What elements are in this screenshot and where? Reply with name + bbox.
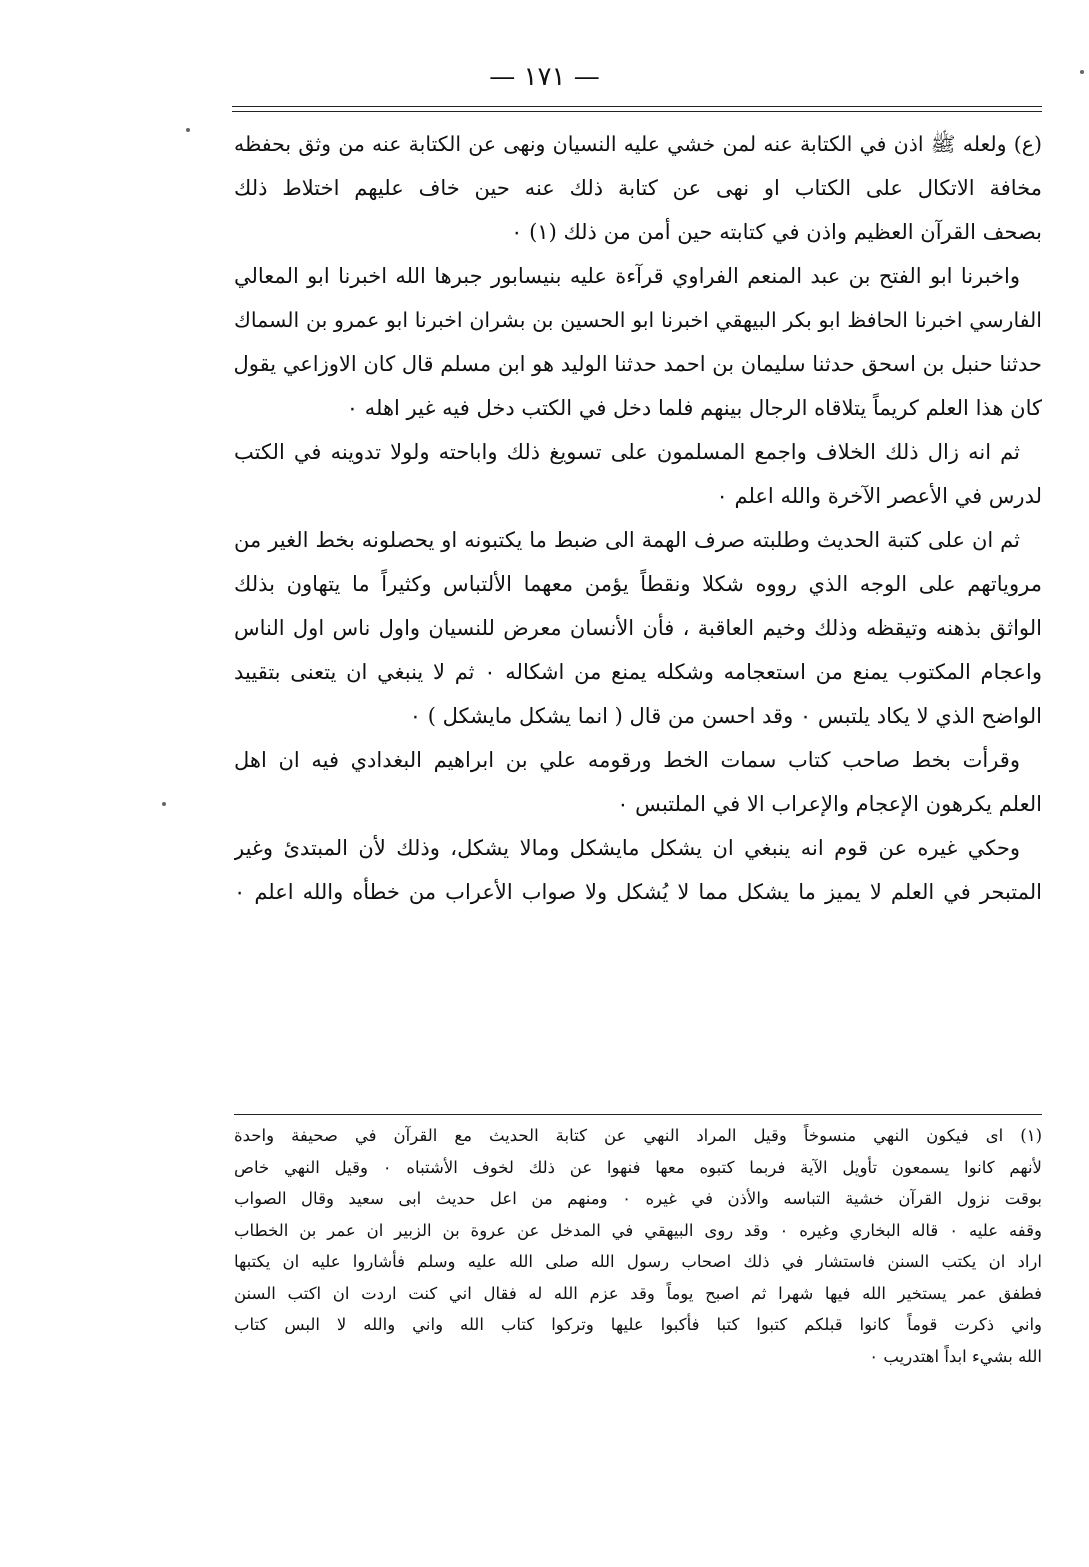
text-line: كان هذا العلم كريماً يتلاقاه الرجال بينهم فلما دخل في الكتب دخل فيه غير اهله ٠: [346, 396, 1042, 420]
text-line: المتبحر في العلم لا يميز ما يشكل مما لا يُشكل ولا صواب الأعراب من خطأه والله اعلم ٠: [234, 880, 1042, 904]
text-line: الواضح الذي لا يكاد يلتبس ٠ وقد احسن من قال ( انما يشكل مايشكل ) ٠: [409, 704, 1042, 728]
text-line: وقرأت بخط صاحب كتاب سمات الخط ورقومه علي بن ابراهيم البغدادي فيه ان اهل: [234, 748, 1020, 772]
text-line: (ع) ولعله ﷺ اذن في الكتابة عنه لمن خشي عليه النسيان ونهى عن الكتابة عنه من وثق بحفظه: [234, 132, 1042, 156]
text-line: حدثنا حنبل بن اسحق حدثنا سليمان بن احمد حدثنا الوليد هو ابن مسلم قال كان الاوزاعي يقول: [234, 352, 1042, 376]
header-rule: [232, 106, 1042, 107]
scan-speck: [162, 802, 166, 806]
text-line: الواثق بذهنه وتيقظه وذلك وخيم العاقبة ، فأن الأنسان معرض للنسيان واول ناس اول الناس: [234, 616, 1042, 640]
footnote-line: وقفه عليه ٠ قاله البخاري وغيره ٠ وقد روى البيهقي في المدخل عن عروة بن الزبير ان عمر بن الخطاب: [234, 1220, 1042, 1240]
footnotes: [234, 1120, 1042, 1372]
text-line: مخافة الاتكال على الكتاب او نهى عن كتابة ذلك عنه حين خاف عليهم اختلاط ذلك: [234, 176, 1042, 200]
text-line: واعجام المكتوب يمنع من استعجامه وشكله يمنع من اشكاله ٠ ثم لا ينبغي ان يتعنى بتقييد: [234, 660, 1042, 684]
text-line: الفارسي اخبرنا الحافظ ابو بكر البيهقي اخبرنا ابو الحسين بن بشران اخبرنا ابو عمرو بن السماك: [234, 308, 1042, 332]
text-line: بصحف القرآن العظيم واذن في كتابته حين أمن من ذلك (١) ٠: [511, 220, 1042, 244]
text-line: لدرس في الأعصر الآخرة والله اعلم ٠: [716, 484, 1042, 508]
header-rule-secondary: [232, 111, 1042, 112]
footnote-rule: [234, 1114, 1042, 1115]
footnote-line: لأنهم كانوا يسمعون تأويل الآية فربما كتبوه معها فنهوا عن ذلك لخوف الأشتباه ٠ وقيل النهي خاص: [234, 1157, 1042, 1177]
text-line: وحكي غيره عن قوم انه ينبغي ان يشكل مايشكل ومالا يشكل، وذلك لأن المبتدئ وغير: [234, 836, 1020, 860]
text-line: مروياتهم على الوجه الذي رووه شكلا ونقطاً يؤمن معهما الألتباس وكثيراً ما يتهاون بذلك: [234, 572, 1042, 596]
main-text: [234, 122, 1042, 914]
text-line: واخبرنا ابو الفتح بن عبد المنعم الفراوي قرآءة عليه بنيسابور جبرها الله اخبرنا ابو المعالي: [234, 264, 1020, 288]
footnote-line: (١) اى فيكون النهي منسوخاً وقيل المراد النهي عن كتابة الحديث مع القرآن في صحيفة واحدة: [234, 1126, 1042, 1145]
scan-speck: [186, 128, 190, 132]
footnote-line: واني ذكرت قوماً كانوا قبلكم كتبوا كتبا فأكبوا عليها وتركوا كتاب الله واني والله لا البس كتاب: [234, 1315, 1042, 1334]
footnote-line: الله بشيء ابداً اهتدريب ٠: [869, 1346, 1042, 1366]
page-number: — ١٧١ —: [489, 62, 600, 92]
footnote-line: فطفق عمر يستخير الله فيها شهرا ثم اصبح يوماً وقد عزم الله له فقال اني كنت اردت ان اكتب السنن: [234, 1283, 1042, 1303]
footnote-line: بوقت نزول القرآن خشية التباسه والأذن في غيره ٠ ومنهم من اعل حديث ابى سعيد وقال الصواب: [234, 1189, 1042, 1208]
scan-speck: [1080, 70, 1084, 74]
text-line: ثم انه زال ذلك الخلاف واجمع المسلمون على تسويغ ذلك واباحته ولولا تدوينه في الكتب: [234, 440, 1020, 464]
text-line: ثم ان على كتبة الحديث وطلبته صرف الهمة الى ضبط ما يكتبونه او يحصلونه بخط الغير من: [234, 528, 1020, 552]
footnote-line: اراد ان يكتب السنن فاستشار في ذلك اصحاب رسول الله صلى الله عليه وسلم فأشاروا عليه ان يكتبها: [234, 1252, 1042, 1271]
text-line: العلم يكرهون الإعجام والإعراب الا في الملتبس ٠: [617, 792, 1042, 816]
